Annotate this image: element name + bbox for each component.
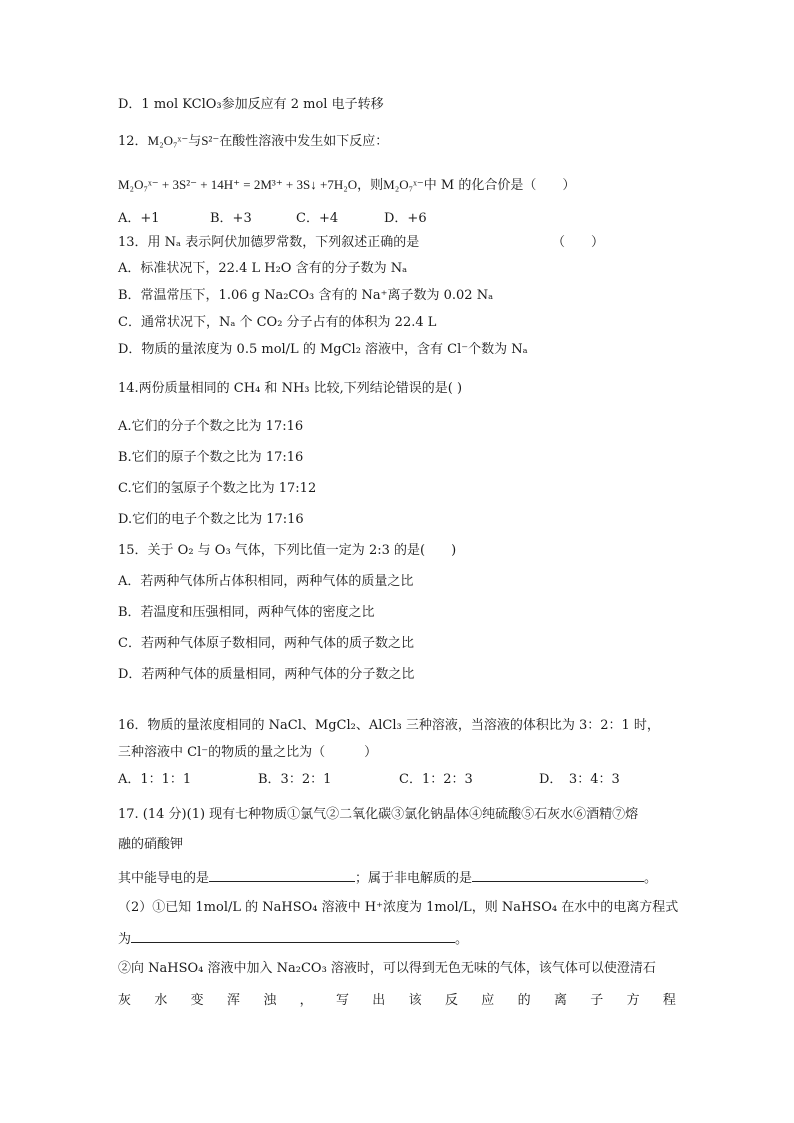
q17-line7-char: 程 [662,993,676,1008]
q11-option-d: D．1 mol KClO₃参加反应有 2 mol 电子转移 [118,97,384,112]
q13-stem [118,234,604,252]
q17-line3-end: 。 [644,871,658,886]
q15-option-d: D．若两种气体的质量相同，两种气体的分子数之比 [118,667,415,682]
q12-question-post: 中 M 的化合价是（ ） [423,178,576,193]
q17-line7-char: 方 [626,993,640,1008]
q12-ion-s2: S²⁻ [201,133,220,148]
q17-line1: 17. (14 分)(1) 现有七种物质①氯气②二氧化碳③氯化钠晶体④纯硫酸⑤石灰水⑥酒精⑦熔 [118,807,639,822]
q12-with: 与 [188,134,202,149]
q14-stem: 14.两份质量相同的 CH₄ 和 NH₃ 比较,下列结论错误的是( ) [118,381,463,396]
conductive-answer-blank[interactable] [209,868,355,882]
nonelectrolyte-answer-blank[interactable] [472,868,644,882]
q17-nonelectrolyte-label: ；属于非电解质的是 [355,871,473,886]
q12-option-c: C．+4 [296,211,339,226]
q14-option-b: B.它们的原子个数之比为 17:16 [118,450,304,465]
q12-intro-rest: 在酸性溶液中发生如下反应： [219,134,389,149]
q15-option-b: B．若温度和压强相同，两种气体的密度之比 [118,605,375,620]
q17-line7-char: 灰 [118,993,132,1008]
q17-line5-end: 。 [455,932,469,947]
q17-line7-char: 浊 [263,993,277,1008]
q13-stem-text: 13．用 Nₐ 表示阿伏加德罗常数，下列叙述正确的是 [118,235,420,250]
q15-stem: 15．关于 O₂ 与 O₃ 气体，下列比值一定为 2:3 的是( ) [118,543,457,558]
q17-line7-char: 的 [517,993,531,1008]
q17-line7-char: 应 [481,993,495,1008]
q17-line4: （2）①已知 1mol/L 的 NaHSO₄ 溶液中 H⁺浓度为 1mol/L，则 NaHSO₄ 在水中的电离方程式 [118,900,679,915]
q16-option-d: D． 3：4：3 [539,772,620,787]
q17-line7-char: 该 [408,993,422,1008]
q14-option-a: A.它们的分子个数之比为 17:16 [118,419,304,434]
q17-conductive-label: 其中能导电的是 [118,871,210,886]
q12-question-pre: ，则 [357,178,384,193]
q17-line3 [118,868,657,888]
q14-option-c: C.它们的氢原子个数之比为 17:12 [118,481,317,496]
q12-equation-line [118,176,575,195]
q16-stem-line2: 三种溶液中 Cl⁻的物质的量之比为（ ） [118,745,378,760]
q17-line7-char: 水 [154,993,168,1008]
q17-line7-char: 浑 [226,993,240,1008]
q12-options [118,210,427,228]
q12-option-a: A．+1 [118,211,160,226]
q13-option-b: B．常温常压下，1.06 g Na₂CO₃ 含有的 Na⁺离子数为 0.02 Nₐ [118,288,494,303]
q17-line7 [118,992,676,1010]
q16-option-c: C．1：2：3 [399,772,473,787]
q12-number: 12． [118,134,148,149]
q17-line7-char: 写 [335,993,349,1008]
q12-equation: M₂O₇ˣ⁻ + 3S²⁻ + 14H⁺ = 2M³⁺ + 3S↓ +7H₂O [118,177,358,192]
q17-line7-char: 反 [444,993,458,1008]
q13-option-d: D．物质的量浓度为 0.5 mol/L 的 MgCl₂ 溶液中，含有 Cl⁻个数为 Nₐ [118,342,528,357]
q12-ion-m2o7-2: M₂O₇ˣ⁻ [383,177,424,192]
q12-stem [118,132,388,151]
q15-option-a: A．若两种气体所占体积相同，两种气体的质量之比 [118,574,414,589]
q17-line7-char: 出 [372,993,386,1008]
q17-line5 [118,929,468,949]
q14-option-d: D.它们的电子个数之比为 17:16 [118,512,304,527]
q13-option-a: A．标准状况下，22.4 L H₂O 含有的分子数为 Nₐ [118,261,408,276]
q13-paren: （ ） [552,235,605,250]
q16-option-a: A．1：1：1 [118,772,192,787]
q12-option-b: B．+3 [210,211,252,226]
q12-ion-m2o7: M₂O₇ˣ⁻ [147,133,189,148]
ionization-equation-blank[interactable] [131,929,455,943]
q17-line7-char: 离 [553,993,567,1008]
q17-line7-char: 子 [590,993,604,1008]
q17-line7-char: 变 [190,993,204,1008]
q13-option-c: C．通常状况下，Nₐ 个 CO₂ 分子占有的体积为 22.4 L [118,315,437,330]
q16-stem-line1: 16．物质的量浓度相同的 NaCl、MgCl₂、AlCl₃ 三种溶液，当溶液的体积比为 3：2：1 时， [118,718,660,733]
q17-line6: ②向 NaHSO₄ 溶液中加入 Na₂CO₃ 溶液时，可以得到无色无味的气体，该气体可以使澄清石 [118,961,656,976]
q17-line5-label: 为 [118,932,132,947]
q16-option-b: B．3：2：1 [258,772,332,787]
q17-line7-char: ， [299,993,313,1008]
q12-option-d: D．+6 [384,211,427,226]
q16-options [118,771,620,789]
q15-option-c: C．若两种气体原子数相同，两种气体的质子数之比 [118,636,414,651]
q17-line2: 融的硝酸钾 [118,837,184,852]
